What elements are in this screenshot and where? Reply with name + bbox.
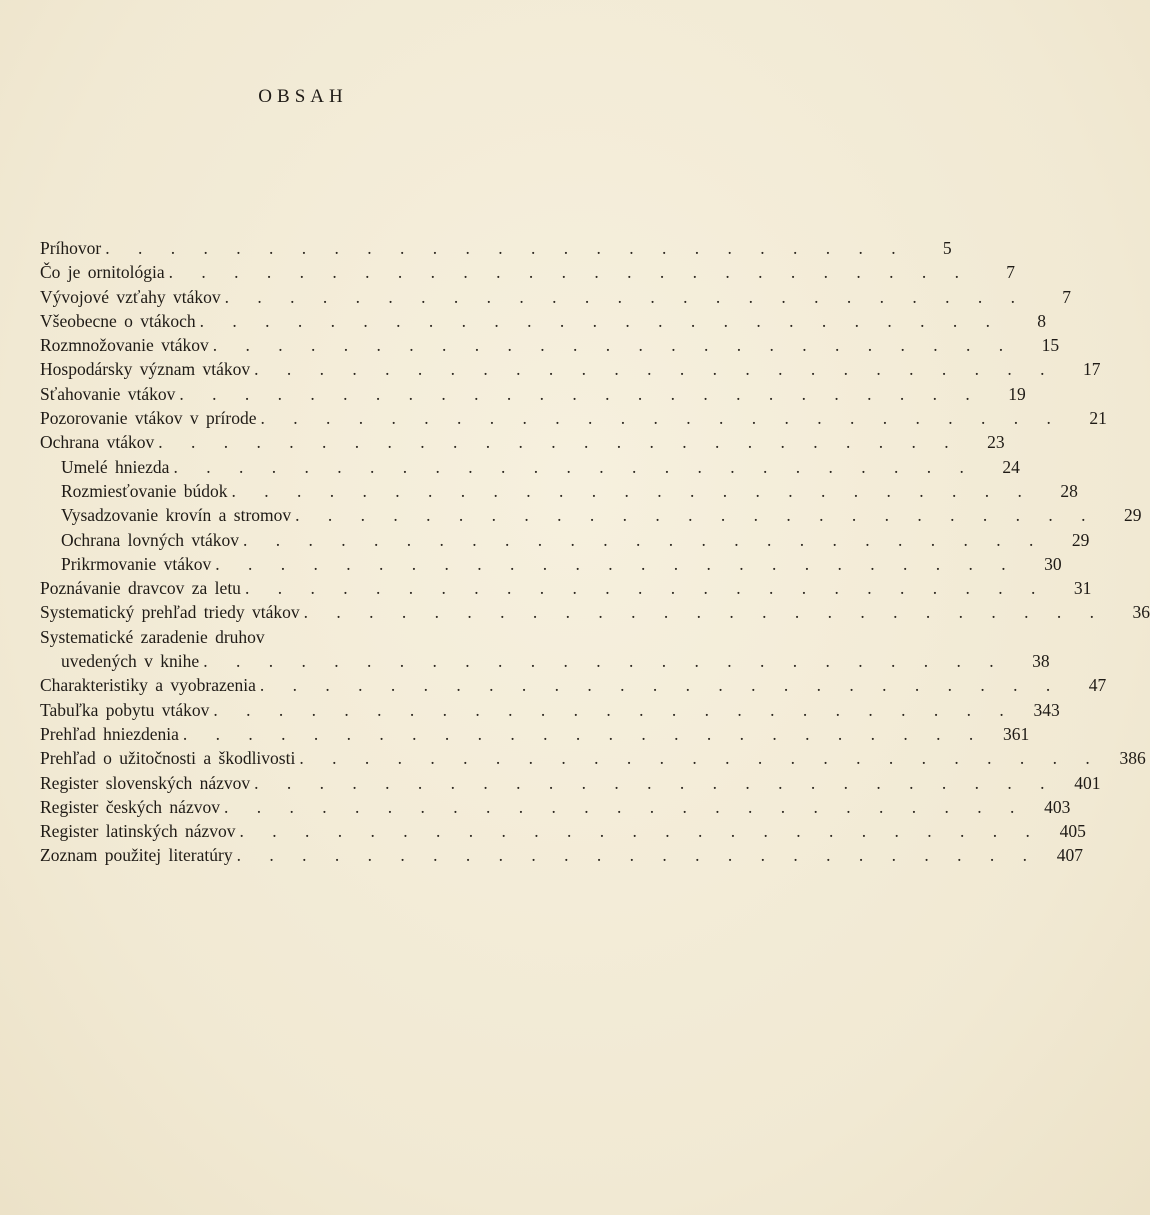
dot-leader: . . . . . . . . . . . . . . . . . . . . . . . . . bbox=[179, 383, 982, 404]
toc-entry-page: 30 bbox=[1044, 553, 1062, 574]
toc-entry bbox=[40, 285, 1072, 309]
toc-entry-label: Vývojové vzťahy vtákov bbox=[40, 286, 221, 307]
toc-entry-page: 7 bbox=[1006, 262, 1015, 283]
toc-entry bbox=[40, 430, 1005, 454]
toc-entry-page: 23 bbox=[987, 432, 1005, 453]
dot-leader: . . . . . . . . . . . . . . . . . . . . . . . . . bbox=[224, 286, 1028, 307]
toc-entry bbox=[40, 528, 1090, 552]
dot-leader: . . . . . . . . . . . . . . . . . . . . . . . . . bbox=[244, 578, 1048, 599]
dot-leader: . . . . . . . . . . . . . . . . . . . . . . . . . bbox=[254, 359, 1057, 380]
toc-entry bbox=[40, 625, 536, 649]
toc-entry-label: Ochrana lovných vtákov bbox=[61, 529, 240, 550]
dot-leader: . . . . . . . . . . . . . . . . . . . . . . . . . bbox=[231, 480, 1034, 501]
toc-entry-label: Pozorovanie vtákov v prírode bbox=[40, 408, 257, 429]
dot-leader: . . . . . . . . . . . . . . . . . . . . . . . . . bbox=[236, 845, 1039, 866]
toc-entry-label: uvedených v knihe bbox=[61, 651, 200, 672]
toc-entry bbox=[40, 819, 1086, 843]
dot-leader: . . . . . . . . . . . . . . . . . . . . . . . . . bbox=[105, 238, 908, 258]
toc-entry-label: Sťahovanie vtákov bbox=[40, 383, 176, 404]
toc-entry-page: 21 bbox=[1089, 408, 1107, 429]
toc-entry-label: Vysadzovanie krovín a stromov bbox=[61, 505, 292, 526]
toc-entry bbox=[40, 503, 1142, 527]
toc-entry bbox=[40, 479, 1078, 503]
dot-leader: . . . . . . . . . . . . . . . . . . . . . . . . . bbox=[254, 772, 1057, 793]
toc-entry-page: 29 bbox=[1124, 505, 1142, 526]
toc-entry-label: Register českých názvov bbox=[40, 796, 220, 817]
toc-entry bbox=[40, 260, 1015, 284]
dot-leader: . . . . . . . . . . . . . . . . . . . . . . . . . bbox=[213, 699, 1016, 720]
toc-entry-label: Prikrmovanie vtákov bbox=[61, 553, 212, 574]
dot-leader: . . . . . . . . . . . . . . . . . . . . . . . . . bbox=[215, 553, 1018, 574]
dot-leader: . . . . . . . . . . . . . . . . . . . . . . . . . bbox=[259, 675, 1063, 696]
toc-entry-page: 36 bbox=[1132, 602, 1150, 623]
toc-entry bbox=[40, 357, 1101, 381]
toc-entry-label: Register slovenských názvov bbox=[40, 772, 251, 793]
toc-entry bbox=[40, 406, 1107, 430]
toc-entry-label: Rozmiesťovanie búdok bbox=[61, 480, 228, 501]
toc-entry bbox=[40, 795, 1071, 819]
dot-leader: . . . . . . . . . . . . . . . . . . . . . . . . . bbox=[199, 310, 1003, 331]
toc-entry-label: Rozmnožovanie vtákov bbox=[40, 335, 209, 356]
toc-entry-label: Čo je ornitológia bbox=[40, 262, 165, 283]
dot-leader: . . . . . . . . . . . . . . . . . . . . . . . . . bbox=[295, 505, 1098, 526]
toc-entry bbox=[40, 455, 1020, 479]
toc-entry-page: 31 bbox=[1073, 578, 1092, 599]
toc-entry bbox=[40, 771, 1101, 795]
toc-entry-page: 405 bbox=[1059, 821, 1086, 842]
toc-entry-page: 401 bbox=[1074, 772, 1101, 793]
page-title: OBSAH bbox=[258, 86, 348, 107]
toc-entry-page: 407 bbox=[1056, 845, 1083, 866]
toc-entry-label: Prehľad hniezdenia bbox=[40, 723, 179, 744]
toc-entry bbox=[40, 236, 952, 260]
dot-leader: . . . . . . . . . . . . . . . . . . . . . . . . . bbox=[223, 796, 1027, 817]
dot-leader: . . . . . . . . . . . . . . . . . . . . . . . . . bbox=[299, 748, 1102, 769]
toc-entry-page: 403 bbox=[1044, 796, 1071, 817]
toc-entry-page: 28 bbox=[1060, 480, 1078, 501]
dot-leader: . . . . . . . . . . . . . . . . . . . . . . . . . bbox=[303, 602, 1106, 623]
toc-entry-label: Hospodársky význam vtákov bbox=[40, 359, 251, 380]
dot-leader: . . . . . . . . . . . . . . . . . . . . . . . . . bbox=[182, 723, 986, 744]
dot-leader: . . . . . . . . . . . . . . . . . . . . . . . . . bbox=[260, 408, 1063, 429]
toc-entry bbox=[40, 552, 1062, 576]
toc-entry bbox=[40, 333, 1060, 357]
toc-entry-label: Poznávanie dravcov za letu bbox=[40, 578, 241, 599]
toc-entry-page: 19 bbox=[1008, 383, 1026, 404]
toc-entry bbox=[40, 382, 1026, 406]
toc-entry bbox=[40, 600, 1150, 624]
dot-leader: . . . . . . . . . . . . . . . . . . . . . . . . . bbox=[243, 529, 1046, 550]
toc-entry bbox=[40, 746, 1146, 770]
table-of-contents bbox=[40, 236, 1150, 868]
toc-entry-label: Všeobecne o vtákoch bbox=[40, 310, 196, 331]
toc-entry-page: 5 bbox=[942, 238, 952, 258]
toc-entry-page: 17 bbox=[1083, 359, 1101, 380]
toc-entry-page: 29 bbox=[1071, 529, 1090, 550]
toc-entry-label: Tabuľka pobytu vtákov bbox=[40, 699, 210, 720]
toc-entry-page: 47 bbox=[1088, 675, 1107, 696]
toc-entry-page: 361 bbox=[1003, 723, 1030, 744]
toc-entry-label: Ochrana vtákov bbox=[40, 432, 155, 453]
toc-entry-page: 15 bbox=[1041, 335, 1060, 356]
dot-leader: . . . . . . . . . . . . . . . . . . . . . . . . . bbox=[239, 821, 1042, 842]
toc-entry-label: Príhovor bbox=[40, 238, 102, 258]
toc-entry-page: 386 bbox=[1119, 748, 1146, 769]
toc-entry-page: 8 bbox=[1037, 310, 1047, 331]
toc-entry-label: Systematické zaradenie druhov bbox=[40, 626, 265, 647]
dot-leader: . . . . . . . . . . . . . . . . . . . . . . . . . bbox=[158, 432, 961, 453]
toc-entry bbox=[40, 673, 1107, 697]
toc-entry-label: Register latinských názvov bbox=[40, 821, 236, 842]
toc-entry-page: 343 bbox=[1033, 699, 1060, 720]
toc-entry-label: Umelé hniezda bbox=[61, 456, 170, 477]
toc-entry bbox=[40, 649, 1050, 673]
toc-entry bbox=[40, 309, 1047, 333]
dot-leader: . . . . . . . . . . . . . . . . . . . . . . . . . bbox=[203, 651, 1006, 672]
toc-entry bbox=[40, 698, 1060, 722]
toc-entry-label: Prehľad o užitočnosti a škodlivosti bbox=[40, 748, 296, 769]
dot-leader: . . . . . . . . . . . . . . . . . . . . . . . . . bbox=[212, 335, 1016, 356]
toc-entry-label: Systematický prehľad triedy vtákov bbox=[40, 602, 300, 623]
toc-entry-page: 24 bbox=[1002, 456, 1020, 477]
toc-entry bbox=[40, 843, 1083, 867]
toc-entry-page: 7 bbox=[1062, 286, 1072, 307]
toc-entry-label: Zoznam použitej literatúry bbox=[40, 845, 233, 866]
toc-entry-page: 38 bbox=[1032, 651, 1050, 672]
dot-leader: . . . . . . . . . . . . . . . . . . . . . . . . . bbox=[168, 262, 971, 283]
toc-entry bbox=[40, 722, 1030, 746]
toc-entry bbox=[40, 576, 1092, 600]
dot-leader: . . . . . . . . . . . . . . . . . . . . . . . . . bbox=[173, 456, 976, 477]
toc-entry-label: Charakteristiky a vyobrazenia bbox=[40, 675, 256, 696]
